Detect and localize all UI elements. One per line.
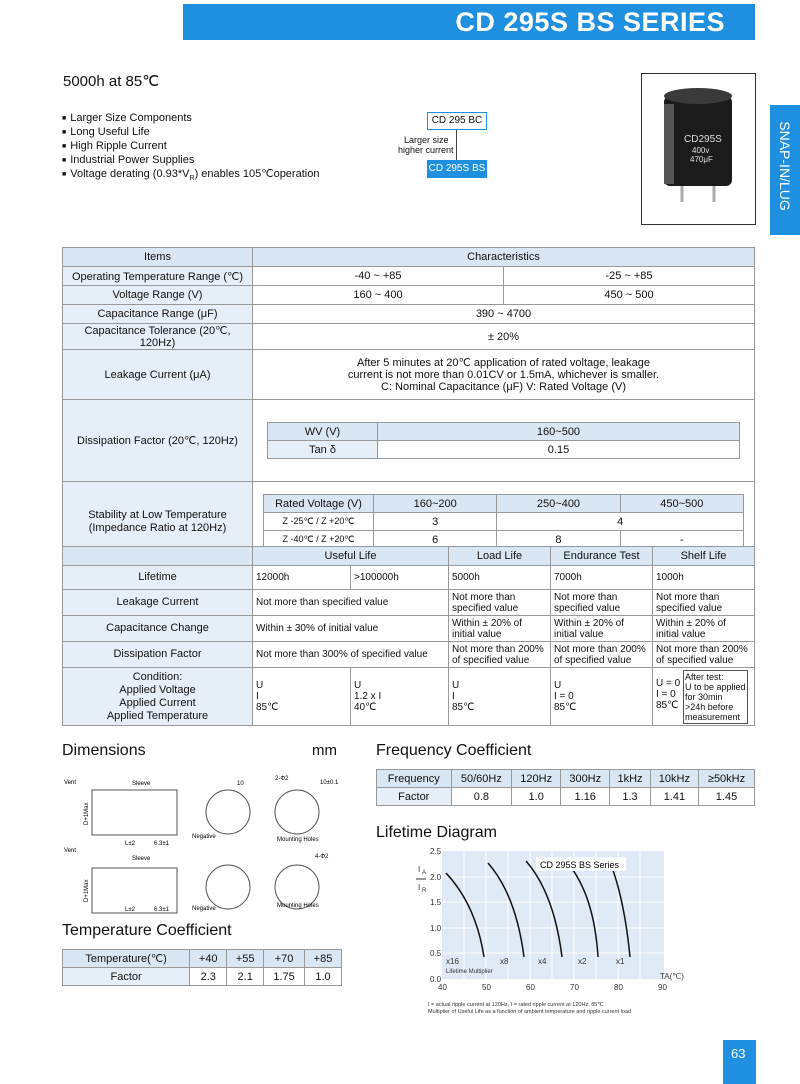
y-label: I: [418, 865, 421, 874]
cond-cell: U 1.2 x I 40℃: [351, 668, 449, 726]
freq-table: [376, 769, 755, 806]
derating-text-2: ) enables 105℃operation: [194, 168, 320, 180]
cond-label: Applied Temperature: [106, 709, 209, 722]
cond-label: Applied Voltage: [119, 683, 196, 696]
temp-cell: Factor: [63, 968, 190, 986]
diagram-note: I = actual ripple current at 120Hz, I = rated ripple current at 120Hz, 85℃: [428, 1002, 604, 1008]
life-hdr: Load Life: [449, 547, 551, 566]
lifetime-diagram: [376, 845, 756, 1020]
temp-title: Temperature Coefficient: [62, 922, 232, 939]
page-number: 63: [731, 1046, 746, 1061]
y-tick: 2.0: [430, 873, 442, 882]
cell: Not more than specified value: [253, 590, 449, 616]
y-tick: 2.5: [430, 847, 442, 856]
diagram-legend: CD 295S BS Series: [540, 860, 620, 870]
cell: Not more than specified value: [551, 590, 653, 616]
cell: 4: [497, 513, 744, 531]
life-hdr: Shelf Life: [653, 547, 755, 566]
series-title: CD 295S BS SERIES: [455, 7, 725, 37]
side-tab-label: SNAP-IN/LUG: [777, 121, 793, 211]
curve-label: x16: [446, 957, 459, 966]
st-r2-label: Z -40℃ / Z +20℃: [264, 531, 374, 549]
diagram-note: Multiplier of Useful Life as a function of ambient temperature and ripple current load: [428, 1009, 631, 1015]
temp-cell: 2.1: [227, 968, 264, 986]
x-tick: 40: [438, 983, 447, 992]
curve-label: x8: [500, 957, 509, 966]
dim-label: L±2: [125, 841, 135, 847]
row-label: Operating Temperature Range (℃): [63, 267, 253, 286]
row-label: Voltage Range (V): [63, 286, 253, 305]
dimensions-drawing: [62, 770, 362, 915]
dim-label: D+1Max: [84, 879, 90, 902]
st-hdr: 250~400: [497, 495, 620, 513]
y-label-sub: A: [422, 870, 427, 876]
photo-label-1: CD295S: [684, 134, 722, 145]
life-label: [63, 668, 253, 726]
specs-table: [62, 247, 755, 562]
intro-heading: 5000h at 85℃: [63, 73, 160, 90]
df-wv: WV (V): [268, 423, 378, 441]
freq-hdr: ≥50kHz: [699, 770, 755, 788]
life-label: Lifetime: [63, 566, 253, 590]
st-hdr: 450~500: [620, 495, 743, 513]
cell: Not more than specified value: [449, 590, 551, 616]
freq-hdr: 50/60Hz: [451, 770, 512, 788]
freq-cell: 0.8: [451, 788, 512, 806]
freq-hdr: 300Hz: [561, 770, 610, 788]
dimensions-title: Dimensions: [62, 742, 146, 759]
freq-cell: 1.41: [650, 788, 698, 806]
flow-label-2: higher current: [398, 145, 454, 155]
y-tick: 0.5: [430, 949, 442, 958]
cell: >100000h: [351, 566, 449, 590]
cell: Not more than 300% of specified value: [253, 642, 449, 668]
freq-hdr: 1kHz: [610, 770, 651, 788]
freq-cell: Factor: [377, 788, 452, 806]
feature-item: ■ High Ripple Current: [62, 140, 319, 154]
cell: Within ± 30% of initial value: [253, 616, 449, 642]
feature-item: ■ Industrial Power Supplies: [62, 154, 319, 168]
freq-cell: 1.45: [699, 788, 755, 806]
dim-label: Negative: [192, 834, 216, 840]
product-photo: [641, 73, 756, 225]
cell: Not more than 200% of specified value: [449, 642, 551, 668]
life-hdr: Endurance Test: [551, 547, 653, 566]
x-tick: 50: [482, 983, 491, 992]
cell: 3: [374, 513, 497, 531]
temp-hdr: +40: [190, 950, 227, 968]
dim-label: Mounting Holes: [277, 837, 319, 843]
freq-cell: 1.0: [512, 788, 561, 806]
life-label: Leakage Current: [63, 590, 253, 616]
y-tick: 1.5: [430, 898, 442, 907]
derating-sub: R: [189, 175, 195, 183]
temp-hdr: +70: [264, 950, 305, 968]
dim-label: 6.3±1: [154, 907, 169, 913]
diagram-title: Lifetime Diagram: [376, 824, 497, 841]
derating-text: Voltage derating (0.93*V: [70, 168, 190, 180]
cell: Not more than 200% of specified value: [653, 642, 755, 668]
row-label: Leakage Current (μA): [63, 350, 253, 400]
y-tick: 1.0: [430, 924, 442, 933]
cell: 390 ~ 4700: [253, 305, 755, 324]
flow-label-1: Larger size: [404, 135, 449, 145]
cell: 5000h: [449, 566, 551, 590]
cell: Within ± 20% of initial value: [551, 616, 653, 642]
char-header: Characteristics: [253, 248, 755, 267]
freq-hdr: 10kHz: [650, 770, 698, 788]
side-tab: [770, 105, 800, 235]
items-header: Items: [63, 248, 253, 267]
series-title-bar: [183, 4, 755, 40]
feature-item: ■ Long Useful Life: [62, 126, 319, 140]
leak-line: C: Nominal Capacitance (μF) V: Rated Voltage (V): [381, 380, 626, 393]
freq-title: Frequency Coefficient: [376, 742, 532, 759]
y-tick: 0.0: [430, 975, 442, 984]
cell: 1000h: [653, 566, 755, 590]
dim-label: D+1Max: [84, 802, 90, 825]
cell: Not more than specified value: [653, 590, 755, 616]
cell: 160 ~ 400: [253, 286, 504, 305]
freq-hdr: Frequency: [377, 770, 452, 788]
row-label: Capacitance Range (μF): [63, 305, 253, 324]
x-tick: 80: [614, 983, 623, 992]
feature-item: [62, 168, 319, 185]
page-number-box: [723, 1040, 756, 1084]
df-wv-val: 160~500: [378, 423, 740, 441]
cell: -25 ~ +85: [504, 267, 755, 286]
dim-label: 2-Φ2: [275, 776, 289, 782]
curve-label: x1: [616, 957, 625, 966]
cond-label: Applied Current: [119, 696, 196, 709]
stability-table: [263, 494, 744, 549]
temp-cell: 1.0: [305, 968, 342, 986]
dim-label: 6.3±1: [154, 841, 169, 847]
life-label: Capacitance Change: [63, 616, 253, 642]
cell: 450 ~ 500: [504, 286, 755, 305]
temp-cell: 1.75: [264, 968, 305, 986]
st-label: (Impedance Ratio at 120Hz): [88, 521, 227, 534]
cell: 6: [374, 531, 497, 549]
feature-list: [62, 112, 319, 185]
dim-label: L±2: [125, 907, 135, 913]
cell: -40 ~ +85: [253, 267, 504, 286]
leak-text: [253, 350, 755, 400]
y-label: I: [418, 883, 421, 892]
freq-cell: 1.3: [610, 788, 651, 806]
st-hdr: Rated Voltage (V): [264, 495, 374, 513]
life-table: [62, 546, 755, 726]
dim-label: Vent: [64, 780, 77, 786]
cell: 12000h: [253, 566, 351, 590]
cond-label: Condition:: [132, 670, 183, 683]
dim-label: 10: [237, 781, 244, 787]
leak-line: After 5 minutes at 20℃ application of rated voltage, leakage: [356, 356, 651, 369]
feature-item: ■ Larger Size Components: [62, 112, 319, 126]
row-label: Capacitance Tolerance (20℃, 120Hz): [63, 324, 253, 350]
dim-label: Vent: [64, 848, 77, 854]
temp-hdr: +55: [227, 950, 264, 968]
cell: ± 20%: [253, 324, 755, 350]
df-table: [267, 422, 740, 459]
x-tick: 60: [526, 983, 535, 992]
dim-label: 10±0.1: [320, 780, 339, 786]
photo-label-2: 400v: [692, 146, 710, 155]
curve-label: x4: [538, 957, 547, 966]
flow-bottom-box: CD 295S BS: [427, 160, 487, 178]
leak-line: current is not more than 0.01CV or 1.5mA, whichever is smaller.: [347, 368, 660, 381]
cond-cell: U I = 0 85℃: [551, 668, 653, 726]
flow-top-box: CD 295 BC: [427, 112, 487, 130]
temp-hdr: +85: [305, 950, 342, 968]
dim-label: Sleeve: [132, 856, 151, 862]
st-hdr: 160~200: [374, 495, 497, 513]
x-tick: 90: [658, 983, 667, 992]
cell: Within ± 20% of initial value: [653, 616, 755, 642]
temp-table: [62, 949, 342, 986]
multiplier-label: Lifetime Multiplier: [446, 969, 493, 975]
freq-hdr: 120Hz: [512, 770, 561, 788]
cell: -: [620, 531, 743, 549]
photo-label-3: 470μF: [690, 155, 713, 164]
st-label: Stability at Low Temperature: [88, 508, 227, 521]
cell: Not more than 200% of specified value: [551, 642, 653, 668]
row-label: Dissipation Factor (20℃, 120Hz): [63, 400, 253, 482]
y-label-sub: R: [422, 888, 427, 894]
cell: 8: [497, 531, 620, 549]
x-label: TA(℃): [660, 972, 684, 981]
cell: 7000h: [551, 566, 653, 590]
life-hdr: Useful Life: [253, 547, 449, 566]
curve-label: x2: [578, 957, 587, 966]
df-tan-val: 0.15: [378, 441, 740, 459]
df-tan: Tan δ: [268, 441, 378, 459]
dimensions-unit: mm: [312, 742, 337, 759]
freq-cell: 1.16: [561, 788, 610, 806]
flow-arrow: [456, 130, 457, 160]
cond-cell: U I 85℃: [449, 668, 551, 726]
cond-cell: U = 0 I = 0 85℃ After test: U to be applied for 30min >24h before measurement: [653, 668, 755, 726]
st-r1-label: Z -25℃ / Z +20℃: [264, 513, 374, 531]
dim-label: 4-Φ2: [315, 854, 329, 860]
cell: Within ± 20% of initial value: [449, 616, 551, 642]
x-tick: 70: [570, 983, 579, 992]
temp-cell: 2.3: [190, 968, 227, 986]
dim-label: Negative: [192, 906, 216, 912]
life-label: Dissipation Factor: [63, 642, 253, 668]
temp-hdr: Temperature(℃): [63, 950, 190, 968]
dim-label: Sleeve: [132, 781, 151, 787]
cond-cell: U I 85℃: [253, 668, 351, 726]
dim-label: Mounting Holes: [277, 903, 319, 909]
